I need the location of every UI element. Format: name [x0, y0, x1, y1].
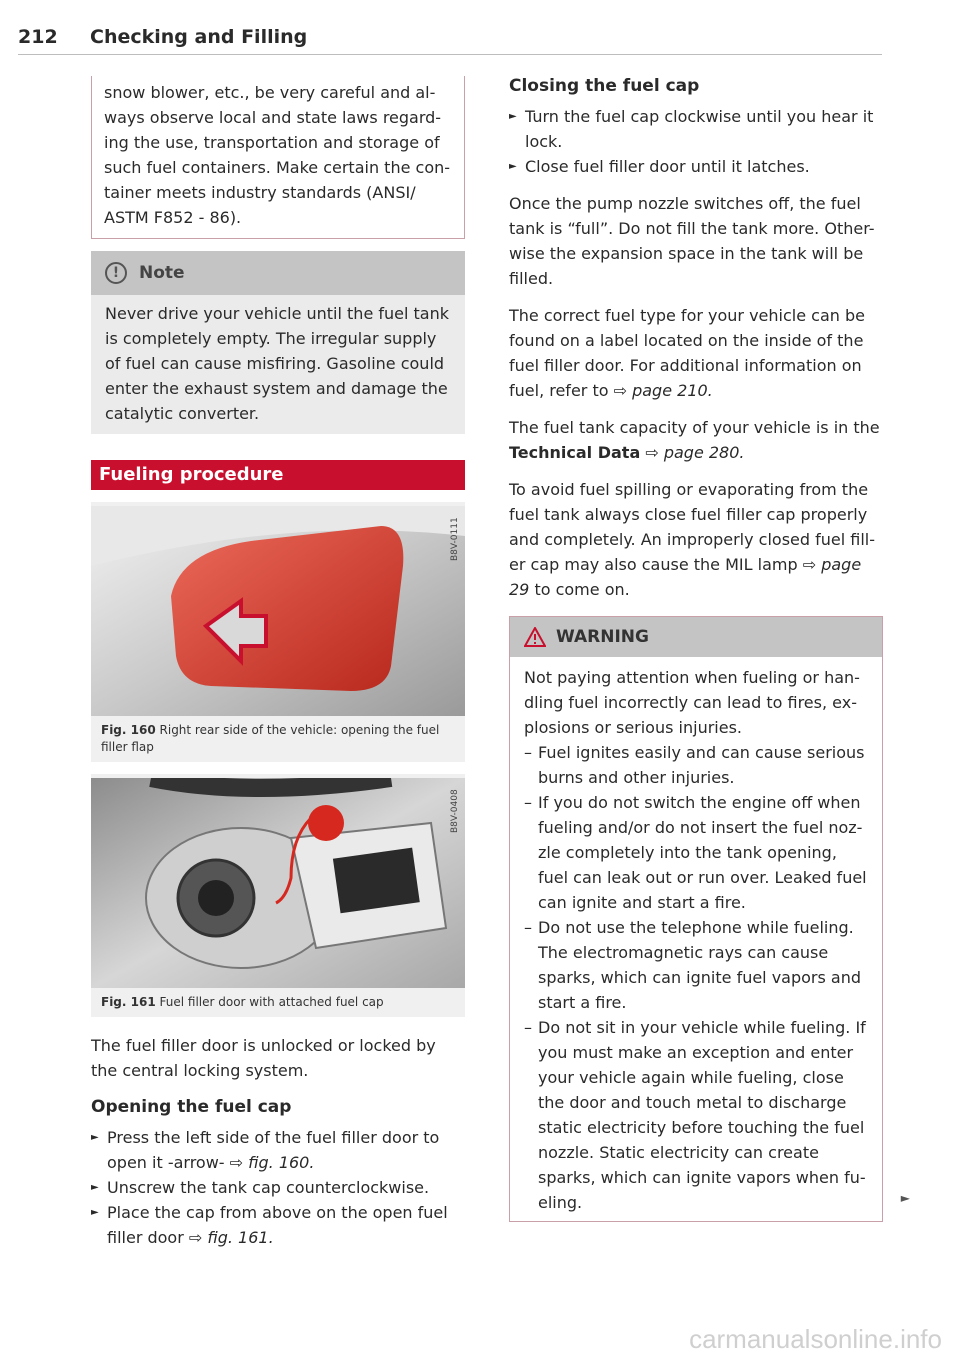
- figure-160-caption: [91, 716, 465, 756]
- fuel-cap-illustration: [91, 778, 465, 988]
- paragraph-text: to come on.: [529, 580, 630, 599]
- capacity-paragraph: [509, 415, 883, 465]
- closing-step: [509, 104, 883, 154]
- continued-warning-box: [91, 76, 465, 239]
- page-header: [18, 24, 882, 55]
- page-280-link[interactable]: ⇨ page 280.: [640, 443, 745, 462]
- figure-161: [91, 774, 465, 1017]
- figure-161-label: Fig. 161: [101, 995, 156, 1009]
- warning-title: WARNING: [556, 627, 649, 647]
- figure-160-label: Fig. 160: [101, 723, 156, 737]
- figure-code: B8V-0408: [450, 789, 460, 833]
- warning-intro: Not paying attention when fueling or han-dling fuel incorrectly can lead to fires, ex-plosions or serious injuries.: [524, 668, 860, 737]
- section-title: Checking and Filling: [90, 26, 308, 48]
- fig-161-link[interactable]: ⇨ fig. 161.: [188, 1228, 274, 1247]
- step-text: Close fuel filler door until it latches.: [525, 157, 810, 176]
- note-title: Note: [139, 263, 185, 283]
- figure-160-caption-text: Right rear side of the vehicle: opening the fuel filler flap: [101, 723, 440, 754]
- note-box: [91, 251, 465, 434]
- continue-arrow-icon: ►: [900, 1191, 910, 1205]
- figure-160: [91, 502, 465, 762]
- fuel-type-paragraph: [509, 303, 883, 403]
- page-number: 212: [18, 26, 58, 48]
- opening-heading: Opening the fuel cap: [91, 1097, 292, 1117]
- warning-item: – Do not use the telephone while fueling. The electromagnetic rays can cause sparks, which can ignite fuel vapors and start a fire.: [524, 915, 870, 1015]
- closing-step: [509, 154, 883, 179]
- paragraph-text: To avoid fuel spilling or evaporating from the fuel tank always close fuel filler cap properly and completely. An improperly closed fuel fill-er cap may also cause the MIL lamp: [509, 480, 876, 574]
- page-29-link[interactable]: ⇨ page 29: [509, 555, 862, 599]
- opening-step: [91, 1200, 465, 1250]
- page-210-link[interactable]: ⇨ page 210.: [613, 381, 713, 400]
- spill-paragraph: [509, 477, 883, 602]
- warning-item: – Do not sit in your vehicle while fueling. If you must make an exception and enter your vehicle again while fueling, close the door and touch metal to discharge static electricity before touching the fuel nozzle. Static electricity can create sparks, which can ignite vapors when fu-eling.: [524, 1015, 870, 1215]
- step-text: Turn the fuel cap clockwise until you hear it lock.: [525, 107, 874, 151]
- note-icon: !: [105, 262, 127, 284]
- fuel-cap: [308, 805, 344, 841]
- step-text: Place the cap from above on the open fuel filler door: [107, 1203, 448, 1247]
- figure-code: B8V-0111: [450, 517, 460, 561]
- continued-warning-text: snow blower, etc., be very careful and al-ways observe local and state laws regard-ing the use, transportation and storage of such fuel containers. Make certain the con-tainer meets industry standards (ANSI/ ASTM F852 - 86).: [104, 83, 451, 227]
- procedure-heading: Fueling procedure: [91, 460, 465, 490]
- technical-data-label: Technical Data: [509, 443, 641, 462]
- paragraph-text: The correct fuel type for your vehicle can be found on a label located on the inside of the fuel filler door. For additional information on fuel, refer to: [509, 306, 865, 400]
- warning-triangle-icon: [524, 627, 546, 647]
- intro-paragraph: The fuel filler door is unlocked or locked by the central locking system.: [91, 1036, 436, 1080]
- note-text: Never drive your vehicle until the fuel tank is completely empty. The irregular supply of fuel can cause misfiring. Gasoline could enter the exhaust system and damage the catalytic converter.: [105, 304, 450, 423]
- warning-header: [510, 617, 882, 657]
- closing-heading: Closing the fuel cap: [509, 76, 700, 96]
- step-text: Press the left side of the fuel filler door to open it -arrow-: [107, 1128, 440, 1172]
- full-tank-paragraph: Once the pump nozzle switches off, the fuel tank is “full”. Do not fill the tank more. Other-wise the expansion space in the tank will be filled.: [509, 194, 875, 288]
- fuel-flap-illustration: [91, 506, 465, 716]
- left-column: [91, 76, 465, 1250]
- warning-item: – If you do not switch the engine off when fueling and/or do not insert the fuel noz-zle completely into the tank opening, fuel can leak out or run over. Leaked fuel can ignite and start a fire.: [524, 790, 870, 915]
- figure-161-caption: [91, 988, 465, 1011]
- warning-item: – Fuel ignites easily and can cause serious burns and other injuries.: [524, 740, 870, 790]
- warning-box: [509, 616, 910, 1222]
- step-text: Unscrew the tank cap counterclockwise.: [107, 1178, 430, 1197]
- right-column: [509, 76, 910, 1222]
- fig-160-link[interactable]: ⇨ fig. 160.: [229, 1153, 315, 1172]
- opening-step: [91, 1125, 465, 1175]
- footer-watermark: carmanualsonline.info: [689, 1324, 942, 1354]
- opening-step: [91, 1175, 465, 1200]
- note-header: [91, 251, 465, 295]
- paragraph-text: The fuel tank capacity of your vehicle is in the: [509, 418, 880, 437]
- figure-161-caption-text: Fuel filler door with attached fuel cap: [159, 995, 384, 1009]
